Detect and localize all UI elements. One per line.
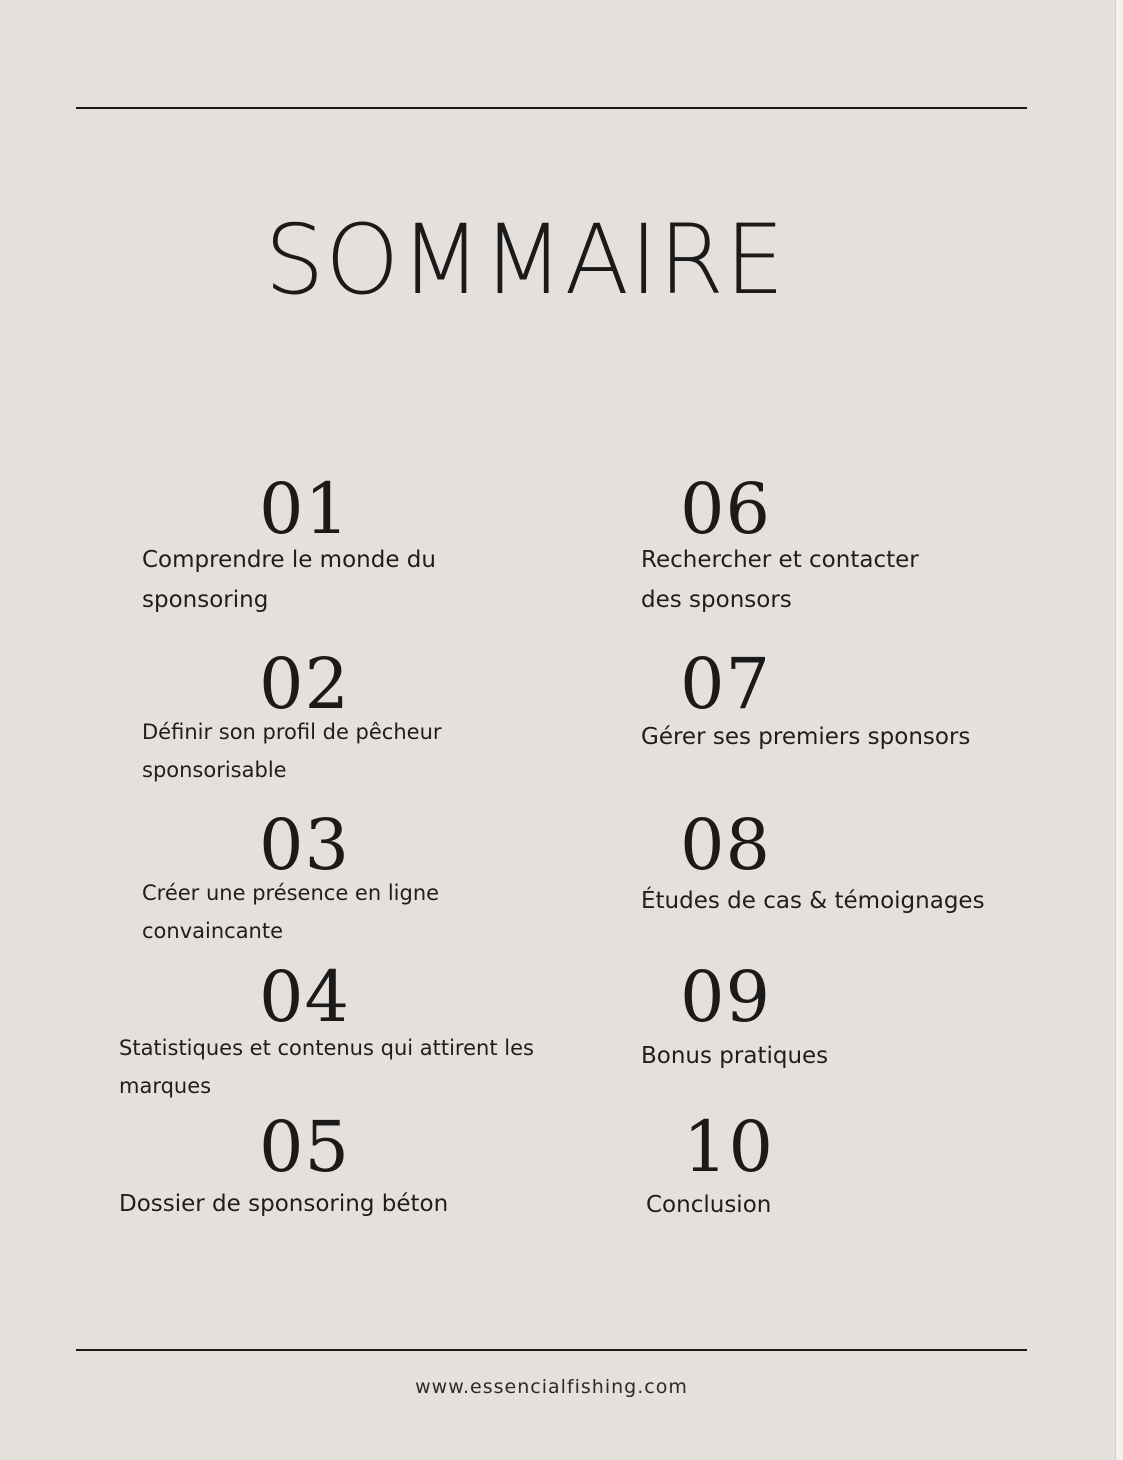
- item-number-02: 02: [259, 643, 351, 725]
- bottom-divider: [76, 1349, 1027, 1351]
- item-label-02: Définir son profil de pêcheur sponsorisable: [142, 720, 442, 782]
- item-number-10: 10: [683, 1106, 775, 1188]
- top-divider: [76, 107, 1027, 109]
- item-label-03: Créer une présence en ligne convaincante: [142, 881, 440, 943]
- item-label-06: Rechercher et contacter des sponsors: [641, 547, 919, 613]
- item-label-08: Études de cas & témoignages: [641, 888, 985, 914]
- item-number-09: 09: [680, 956, 772, 1038]
- item-number-05: 05: [259, 1106, 351, 1188]
- item-number-01: 01: [259, 468, 351, 550]
- item-label-10: Conclusion: [646, 1192, 772, 1218]
- item-number-08: 08: [680, 804, 772, 886]
- item-label-09: Bonus pratiques: [641, 1043, 829, 1069]
- item-label-05: Dossier de sponsoring béton: [119, 1191, 449, 1217]
- item-label-01: Comprendre le monde du sponsoring: [142, 547, 436, 613]
- page-edge: [1115, 0, 1123, 1460]
- page-title: SOMMAIRE: [264, 204, 786, 316]
- item-number-07: 07: [680, 643, 772, 725]
- item-number-06: 06: [680, 468, 772, 550]
- item-number-04: 04: [259, 956, 351, 1038]
- item-label-04: Statistiques et contenus qui attirent les marques: [119, 1036, 534, 1098]
- footer-website: www.essencialfishing.com: [415, 1376, 688, 1398]
- item-label-07: Gérer ses premiers sponsors: [641, 724, 971, 750]
- item-number-03: 03: [259, 804, 351, 886]
